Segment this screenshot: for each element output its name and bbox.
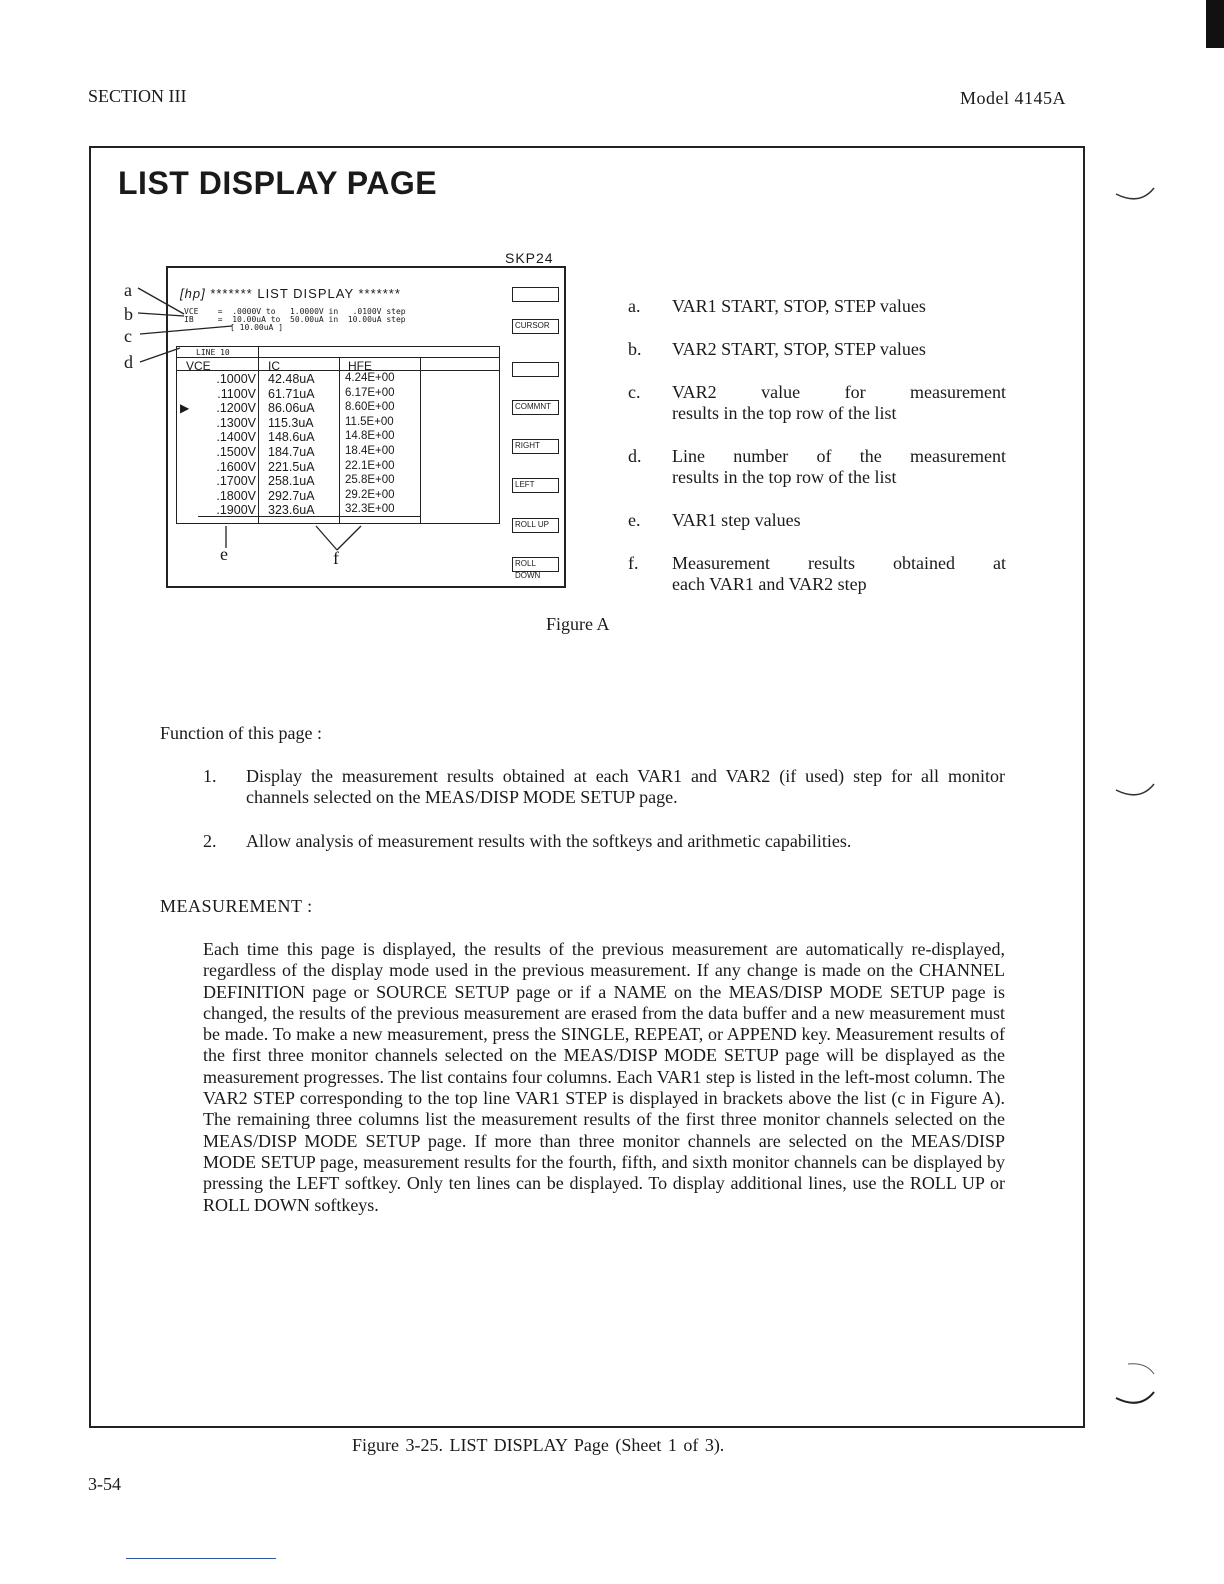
row-vce-value: .1600V — [216, 459, 256, 474]
column-header-ic: IC — [268, 359, 280, 373]
row-hfe-value: 32.3E+00 — [345, 503, 395, 516]
measurement-heading: MEASUREMENT : — [160, 896, 313, 916]
softkey-blank-2 — [512, 362, 559, 377]
softkey-cursor: CURSOR — [512, 319, 559, 334]
row-vce-value: .1900V — [216, 503, 256, 518]
function-2-number: 2. — [203, 831, 217, 851]
row-hfe-value: 4.24E+00 — [345, 372, 395, 384]
row-vce-value: .1400V — [216, 430, 256, 445]
callout-b: b — [124, 304, 133, 324]
line-number-label: LINE 10 — [196, 348, 230, 357]
table-col-line-3 — [420, 358, 421, 524]
model-label: Model 4145A — [960, 88, 1066, 108]
legend-text-d-line1: Line number of the measurement — [672, 446, 1006, 466]
softkey-roll-down: ROLL DOWN — [512, 557, 559, 572]
section-label: SECTION III — [88, 86, 187, 106]
row-marker: ▶ — [180, 401, 190, 416]
scan-edge-mark — [1206, 0, 1224, 48]
legend-letter-f: f. — [628, 553, 639, 573]
function-1-number: 1. — [203, 766, 217, 786]
legend-text-c-line2: results in the top row of the list — [672, 403, 897, 423]
legend-text-a: VAR1 START, STOP, STEP values — [672, 296, 926, 316]
var2-values: 10.00uA to 50.00uA in 10.00uA step — [232, 315, 406, 324]
callout-e: e — [220, 544, 228, 564]
legend-letter-d: d. — [628, 446, 642, 466]
column-header-hfe: HFE — [348, 359, 372, 373]
row-hfe-value: 8.60E+00 — [345, 401, 395, 414]
var1-sym: = — [217, 307, 223, 316]
row-ic-value: 258.1uA — [268, 474, 315, 489]
softkey-left: LEFT — [512, 478, 559, 493]
callout-c: c — [124, 326, 132, 346]
row-vce-value: .1800V — [216, 488, 256, 503]
softkey-commnt: COMMNT — [512, 400, 559, 415]
row-ic-value: 61.71uA — [268, 386, 315, 401]
column-header-vce: VCE — [186, 359, 211, 373]
row-vce-value: .1100V — [217, 386, 256, 401]
row-vce-value: .1200V — [216, 401, 256, 416]
figure-code: SKP24 — [505, 250, 554, 266]
var1-values: .0000V to 1.0000V in .0100V step — [232, 307, 406, 316]
page-number: 3-54 — [88, 1474, 121, 1494]
row-hfe-value: 18.4E+00 — [345, 445, 395, 457]
row-ic-value: 184.7uA — [268, 445, 315, 459]
row-hfe-value: 11.5E+00 — [345, 415, 394, 428]
legend-text-f-line2: each VAR1 and VAR2 step — [672, 574, 867, 594]
callout-d: d — [124, 352, 133, 372]
row-hfe-value: 25.8E+00 — [345, 474, 395, 487]
var1-name: VCE — [184, 307, 199, 316]
row-hfe-value: 22.1E+00 — [345, 459, 395, 472]
row-ic-value: 42.48uA — [268, 372, 315, 386]
var2-current-value: 10.00uA ] — [239, 323, 284, 332]
legend-letter-b: b. — [628, 339, 642, 359]
scan-bottom-line — [126, 1558, 276, 1559]
row-vce-value: .1500V — [216, 445, 256, 459]
legend-letter-c: c. — [628, 382, 641, 402]
row-hfe-value: 14.8E+00 — [345, 430, 395, 443]
callout-a: a — [124, 280, 132, 300]
function-1-text: Display the measurement results obtained at each VAR1 and VAR2 (if used) step for all monitor channels selected on the MEAS/DISP MODE SETUP page. — [246, 766, 1005, 808]
figure-a-caption: Figure A — [546, 614, 610, 634]
legend-letter-e: e. — [628, 510, 641, 530]
softkey-right: RIGHT — [512, 439, 559, 454]
figure-caption: Figure 3-25. LIST DISPLAY Page (Sheet 1 of 3). — [352, 1435, 725, 1455]
measurement-paragraph: Each time this page is displayed, the results of the previous measurement are automatically re-displayed, regardless of the display mode used in the previous measurement. If any change is made on the CHANNEL DEFINITION page or SOURCE SETUP page or if a NAME on the MEAS/DISP MODE SETUP page is changed, the results of the previous measurement are erased from the data buffer and a new measurement must be made. To make a new measurement, press the SINGLE, REPEAT, or APPEND key. Measurement results of the first three monitor channels selected on the MEAS/DISP MODE SETUP page will be displayed as the measurement progresses. The list contains four columns. Each VAR1 step is listed in the left-most column. The VAR2 STEP corresponding to the top line VAR1 STEP is displayed in brackets above the list (c in Figure A). The remaining three columns list the measurement results of the first three monitor channels selected on the MEAS/DISP MODE SETUP page. If more than three monitor channels are selected on the MEAS/DISP MODE SETUP page, measurement results for the fourth, fifth, and sixth monitor channels can be displayed by pressing the LEFT softkey. Only ten lines can be displayed. To display additional lines, use the ROLL UP or ROLL DOWN softkeys. — [203, 939, 1005, 1215]
function-2-text: Allow analysis of measurement results with the softkeys and arithmetic capabilities. — [246, 831, 852, 851]
row-ic-value: 115.3uA — [268, 415, 314, 430]
softkey-blank-0 — [512, 287, 559, 302]
softkey-roll-up: ROLL UP — [512, 518, 559, 533]
row-vce-value: .1000V — [216, 372, 256, 386]
legend-text-d-line2: results in the top row of the list — [672, 467, 897, 487]
row-ic-value: 221.5uA — [268, 459, 315, 474]
callout-lines — [120, 280, 410, 580]
legend-text-c-line1: VAR2 value for measurement — [672, 382, 1006, 402]
var2-name: IB — [184, 315, 194, 324]
row-ic-value: 323.6uA — [268, 503, 315, 518]
screen-heading-text: ******* LIST DISPLAY ******* — [210, 286, 401, 301]
row-hfe-value: 6.17E+00 — [345, 386, 395, 399]
row-vce-value: .1700V — [216, 474, 256, 489]
legend-text-f-line1: Measurement results obtained at — [672, 553, 1006, 573]
callout-f: f — [333, 548, 339, 568]
legend-text-e: VAR1 step values — [672, 510, 801, 530]
row-hfe-value: 29.2E+00 — [345, 488, 395, 501]
row-ic-value: 292.7uA — [268, 488, 315, 503]
row-vce-value: .1300V — [216, 415, 256, 430]
row-ic-value: 86.06uA — [268, 401, 315, 416]
legend-letter-a: a. — [628, 296, 641, 316]
hp-logo: [hp] — [180, 286, 206, 301]
var2-sym: = — [217, 315, 223, 324]
function-heading: Function of this page : — [160, 723, 322, 743]
page-title: LIST DISPLAY PAGE — [118, 165, 438, 201]
scan-margin-marks — [1110, 180, 1160, 1420]
var2-current-sym: [ — [230, 323, 235, 332]
legend-text-b: VAR2 START, STOP, STEP values — [672, 339, 926, 359]
row-ic-value: 148.6uA — [268, 430, 315, 445]
